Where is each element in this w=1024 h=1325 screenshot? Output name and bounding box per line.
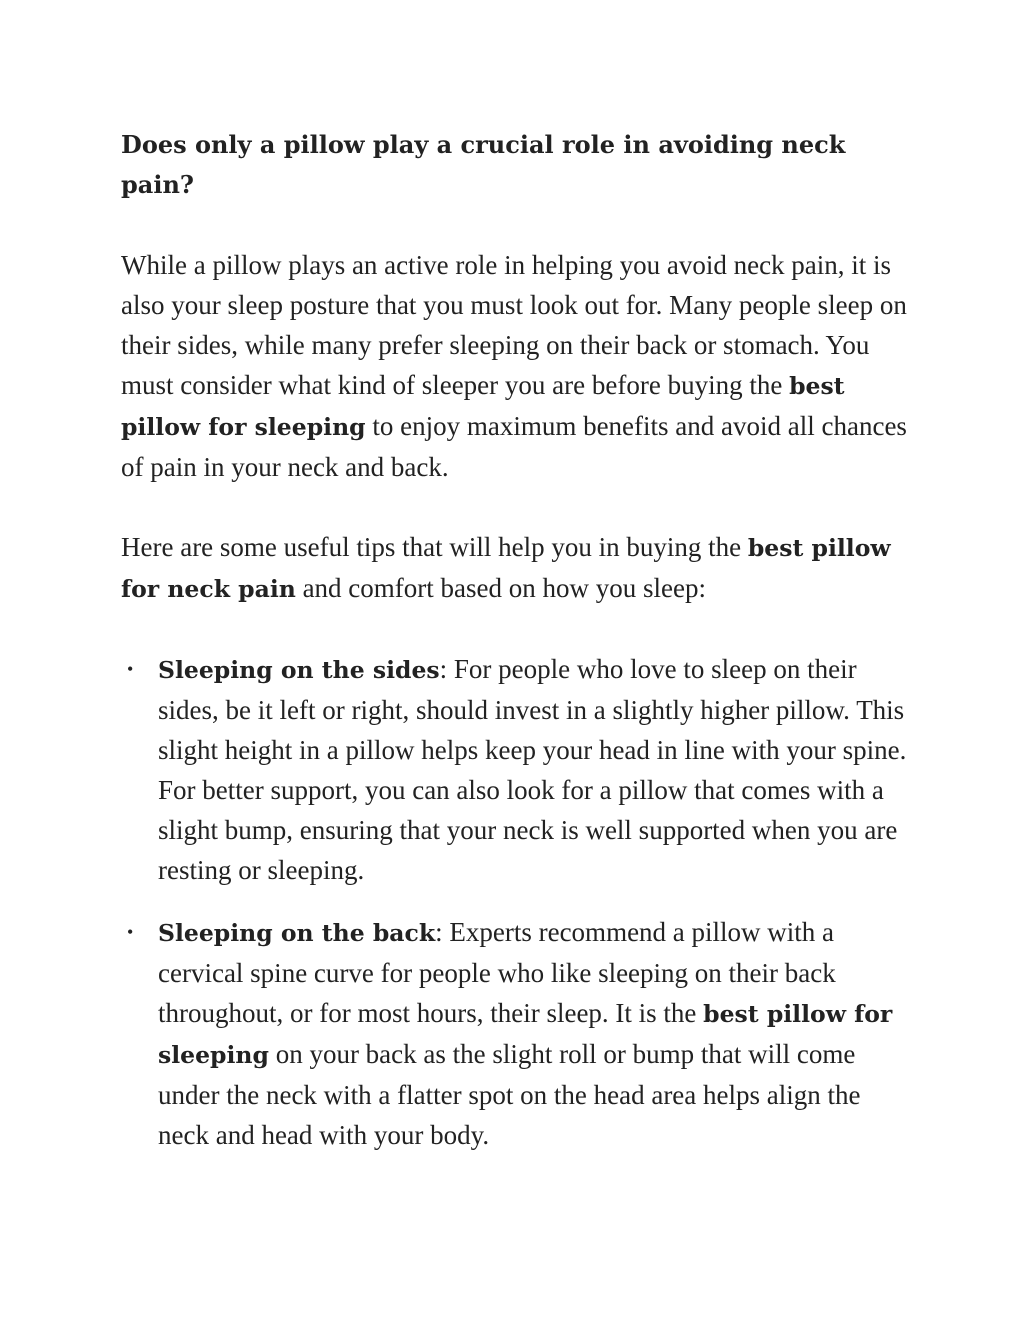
paragraph-text: to enjoy maximum benefits and avoid all chances of pain in your neck and back. — [121, 411, 907, 482]
document-page — [121, 125, 911, 1177]
list-item-body: : Experts recommend a pillow with a cervical spine curve for people who like sleeping on their back throughout, or for most hours, their sleep. It is the — [158, 917, 836, 1028]
list-item-sleeping-back — [121, 912, 911, 1155]
bold-keyword: best pillow for neck pain — [121, 534, 891, 603]
paragraph-text: and comfort based on how you sleep: — [295, 573, 706, 603]
bullet-icon: • — [127, 659, 134, 679]
list-item-title: Sleeping on the back — [158, 919, 436, 947]
bullet-icon: • — [127, 922, 134, 942]
list-item-body: on your back as the slight roll or bump that will come under the neck with a flatter spot on the head area helps align the neck and head with your body. — [158, 1039, 861, 1150]
paragraph-tips-intro — [121, 527, 911, 609]
list-item-title: Sleeping on the sides — [158, 656, 440, 684]
list-item-body: : For people who love to sleep on their sides, be it left or right, should invest in a slightly higher pillow. This slight height in a pillow helps keep your head in line with your spine. For better support, you can also look for a pillow that comes with a slight bump, ensuring that your neck is well supported when you are resting or sleeping. — [158, 654, 907, 885]
paragraph-text: Here are some useful tips that will help you in buying the — [121, 532, 748, 562]
heading: Does only a pillow play a crucial role in avoiding neck pain? — [121, 130, 846, 199]
tips-list — [121, 649, 911, 1155]
list-item-sleeping-sides — [121, 649, 911, 890]
list-item-text — [158, 654, 906, 885]
bold-keyword: best pillow for sleeping — [121, 372, 845, 441]
list-item-text — [158, 917, 892, 1150]
paragraph-text: While a pillow plays an active role in helping you avoid neck pain, it is also your sleep posture that you must look out for. Many people sleep on their sides, while many prefer sleeping on their back or stomach. You must consider what kind of sleeper you are before buying the — [121, 250, 907, 400]
bold-keyword: best pillow for sleeping — [158, 1000, 893, 1069]
paragraph-pillow-role — [121, 245, 911, 487]
